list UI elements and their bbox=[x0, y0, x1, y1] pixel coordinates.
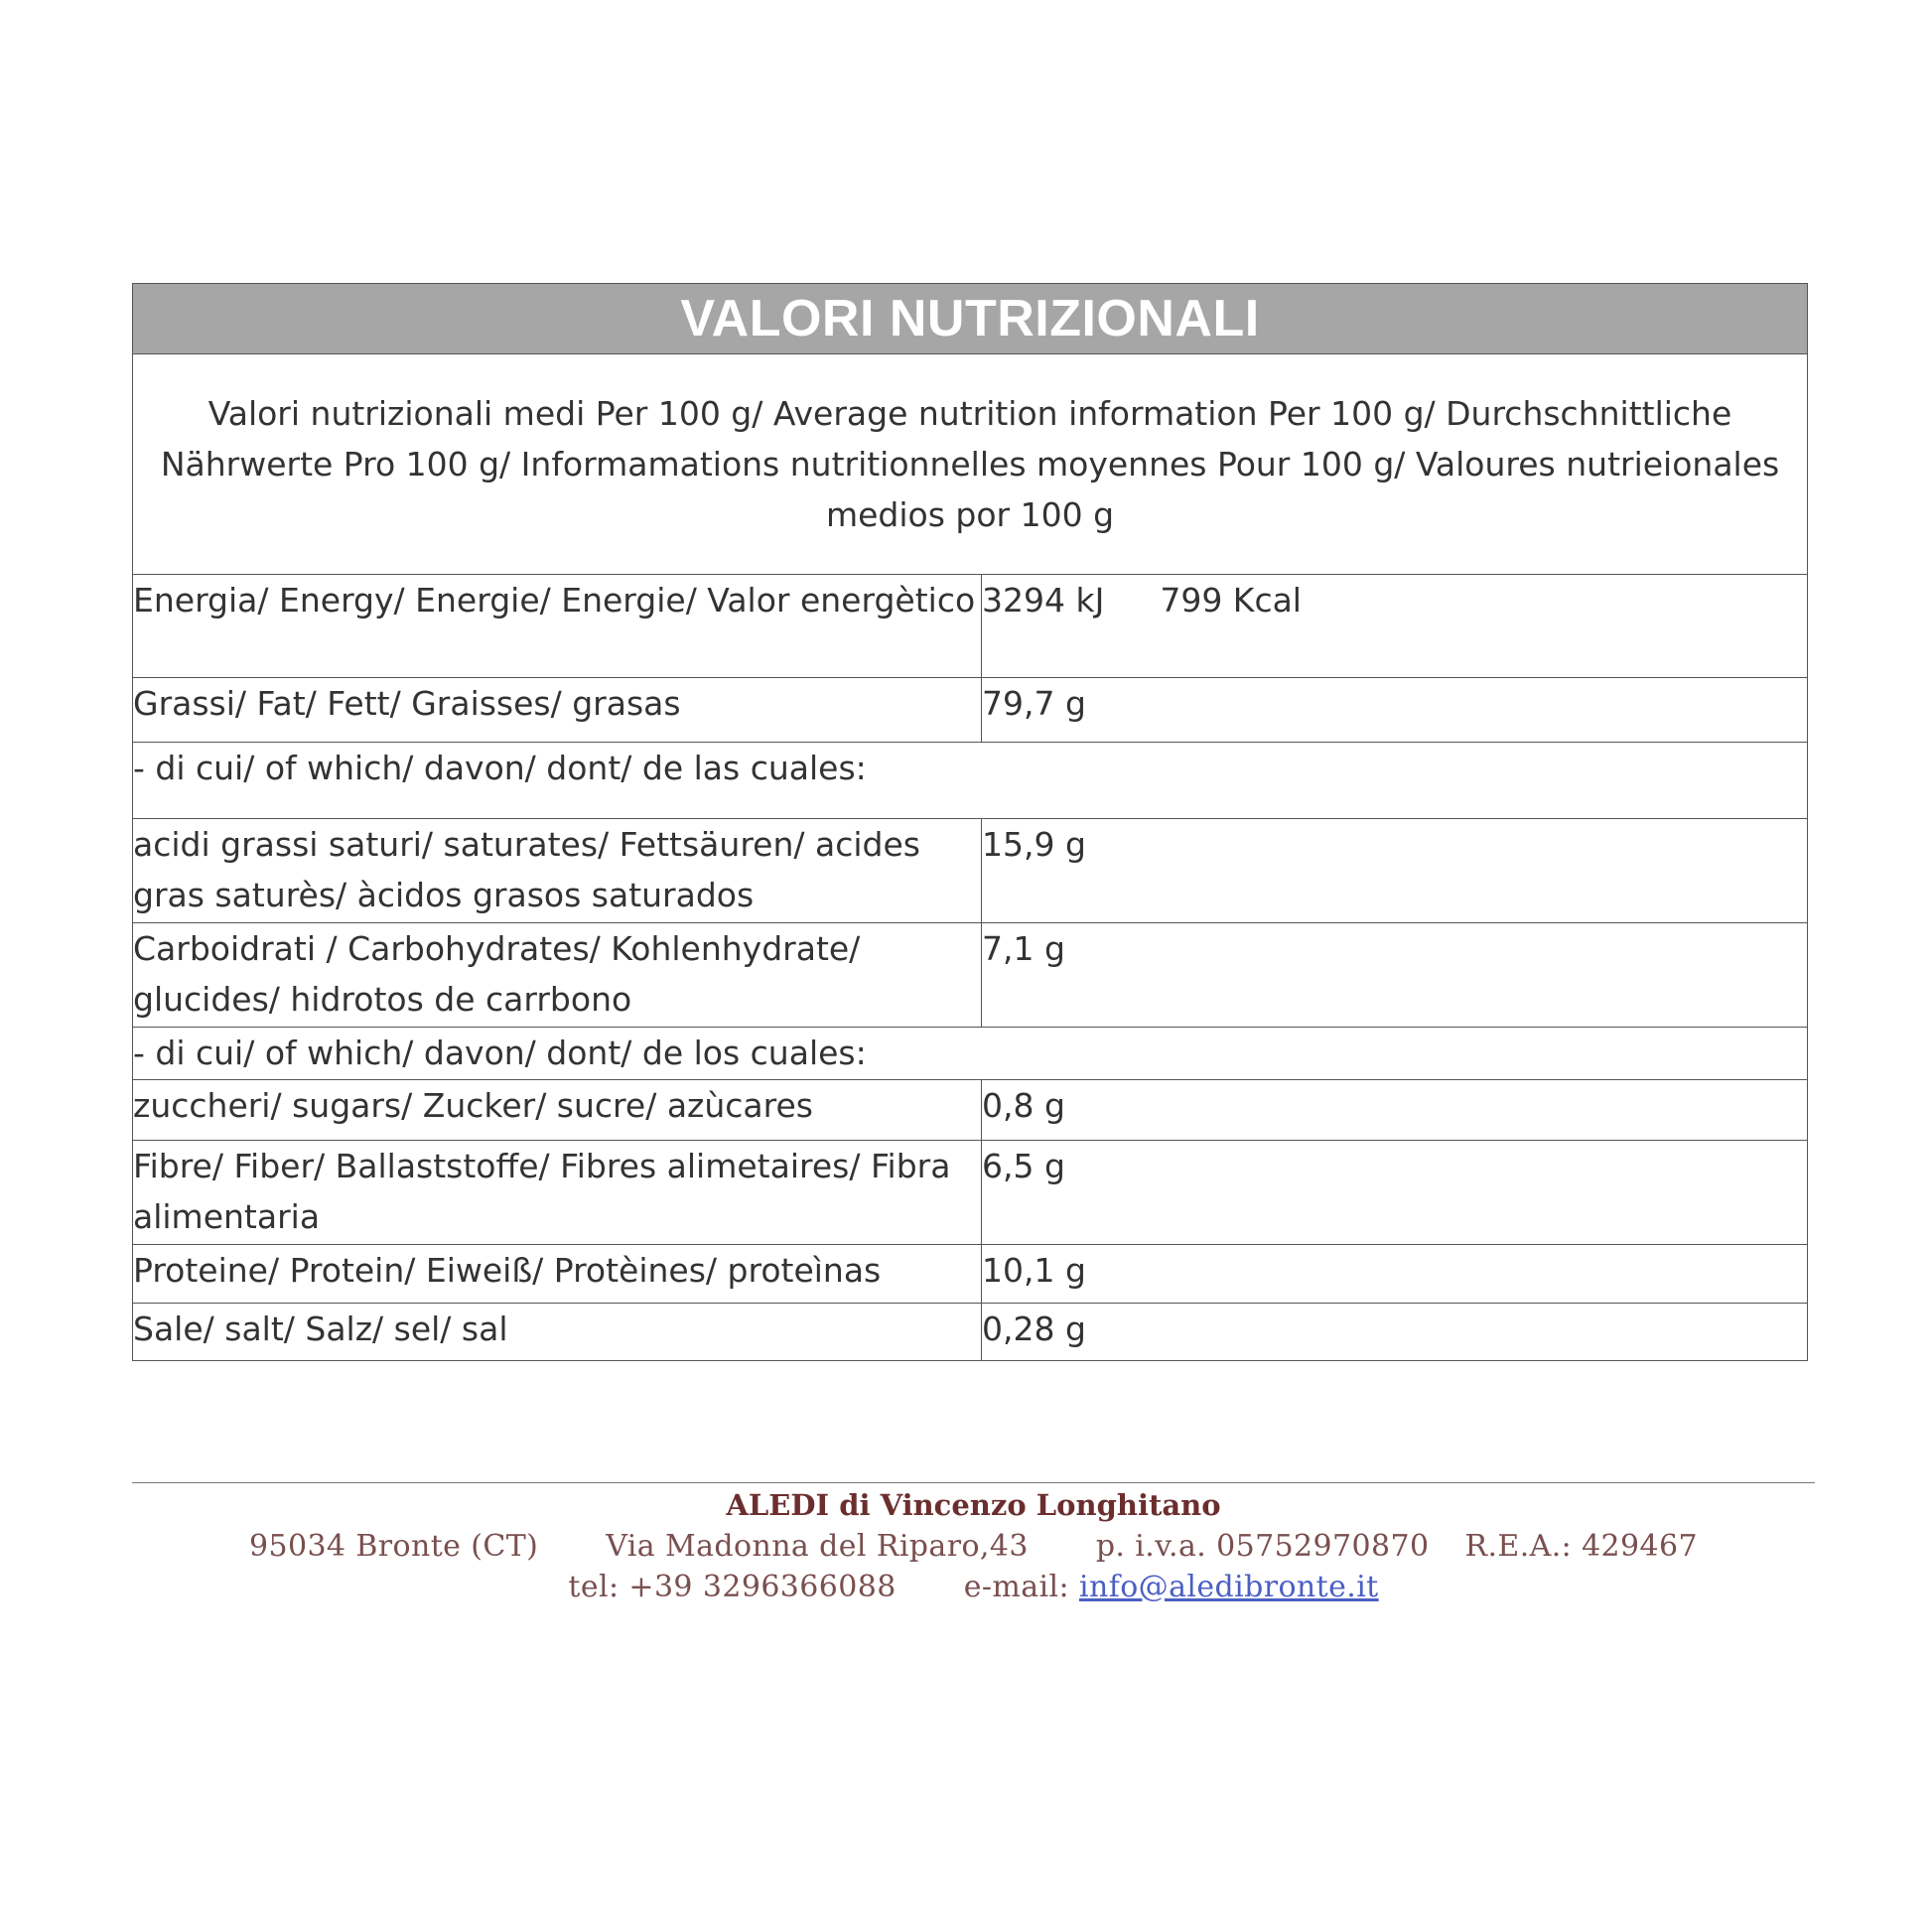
vat-number: p. i.v.a. 05752970870 bbox=[1095, 1529, 1430, 1564]
subtitle-row bbox=[133, 354, 1808, 575]
address-street: Via Madonna del Riparo,43 bbox=[606, 1529, 1029, 1564]
carbs-value: 7,1 g bbox=[982, 923, 1808, 1028]
nutrition-table bbox=[132, 283, 1808, 1361]
company-address bbox=[132, 1527, 1815, 1567]
title-row bbox=[133, 284, 1808, 354]
salt-value: 0,28 g bbox=[982, 1304, 1808, 1361]
energy-kj: 3294 kJ bbox=[982, 581, 1105, 620]
protein-row bbox=[133, 1245, 1808, 1304]
table-subtitle: Valori nutrizionali medi Per 100 g/ Average nutrition information Per 100 g/ Durchschnittliche Nährwerte Pro 100 g/ Informamations nutritionnelles moyennes Pour 100 g/ Valoures nutrieionales medios por 100 g bbox=[133, 354, 1808, 575]
carbs-row bbox=[133, 923, 1808, 1028]
rea-number: R.E.A.: 429467 bbox=[1464, 1529, 1698, 1564]
protein-value: 10,1 g bbox=[982, 1245, 1808, 1304]
energy-value bbox=[982, 575, 1808, 678]
protein-label: Proteine/ Protein/ Eiweiß/ Protèines/ proteìnas bbox=[133, 1245, 982, 1304]
salt-row bbox=[133, 1304, 1808, 1361]
company-name: ALEDI di Vincenzo Longhitano bbox=[726, 1488, 1221, 1522]
address-city: 95034 Bronte (CT) bbox=[248, 1529, 539, 1564]
carbs-label: Carboidrati / Carbohydrates/ Kohlenhydrate/ glucides/ hidrotos de carrbono bbox=[133, 923, 982, 1028]
carbs-of-which-label: - di cui/ of which/ davon/ dont/ de los cuales: bbox=[133, 1028, 1808, 1080]
saturates-label: acidi grassi saturi/ saturates/ Fettsäuren/ acides gras saturès/ àcidos grasos saturados bbox=[133, 819, 982, 923]
phone-number: tel: +39 3296366088 bbox=[568, 1570, 897, 1604]
energy-label: Energia/ Energy/ Energie/ Energie/ Valor energètico bbox=[133, 575, 982, 678]
fibre-row bbox=[133, 1141, 1808, 1245]
fat-row bbox=[133, 678, 1808, 743]
email-label: e-mail: bbox=[963, 1570, 1070, 1604]
footer-divider bbox=[132, 1482, 1815, 1483]
sugars-value: 0,8 g bbox=[982, 1080, 1808, 1141]
fat-value: 79,7 g bbox=[982, 678, 1808, 743]
fat-of-which-row bbox=[133, 743, 1808, 819]
fibre-label: Fibre/ Fiber/ Ballaststoffe/ Fibres alimetaires/ Fibra alimentaria bbox=[133, 1141, 982, 1245]
fat-label: Grassi/ Fat/ Fett/ Graisses/ grasas bbox=[133, 678, 982, 743]
fibre-value: 6,5 g bbox=[982, 1141, 1808, 1245]
salt-label: Sale/ salt/ Salz/ sel/ sal bbox=[133, 1304, 982, 1361]
sugars-label: zuccheri/ sugars/ Zucker/ sucre/ azùcares bbox=[133, 1080, 982, 1141]
saturates-value: 15,9 g bbox=[982, 819, 1808, 923]
email-link[interactable]: info@aledibronte.it bbox=[1079, 1570, 1379, 1604]
email-block bbox=[964, 1570, 1379, 1604]
sugars-row bbox=[133, 1080, 1808, 1141]
carbs-of-which-row bbox=[133, 1028, 1808, 1080]
fat-of-which-label: - di cui/ of which/ davon/ dont/ de las cuales: bbox=[133, 743, 1808, 819]
energy-kcal: 799 Kcal bbox=[1160, 581, 1302, 620]
table-title: VALORI NUTRIZIONALI bbox=[133, 284, 1808, 354]
company-contact bbox=[132, 1568, 1815, 1607]
saturates-row bbox=[133, 819, 1808, 923]
energy-row bbox=[133, 575, 1808, 678]
